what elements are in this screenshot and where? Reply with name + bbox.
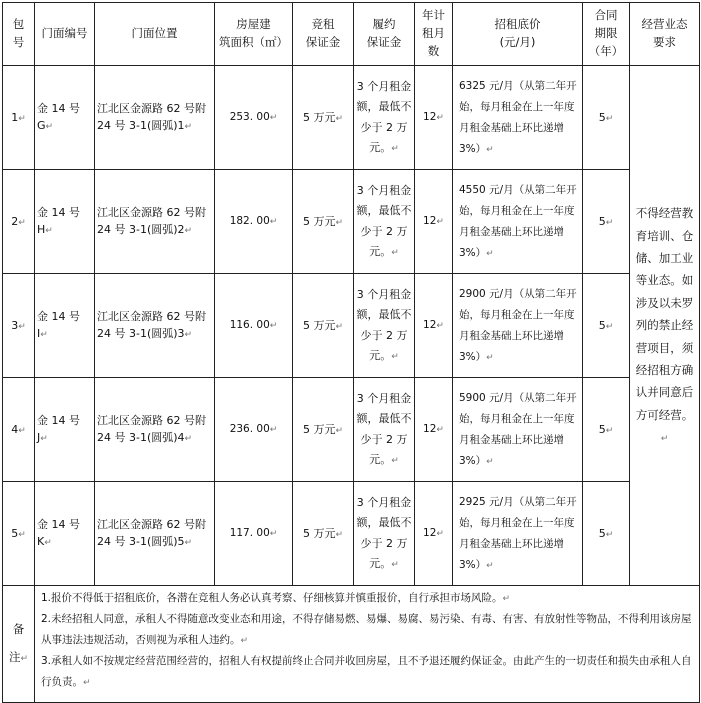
cell-zhao-zu-di-jia: 5900 元/月（从第二年开始，每月租金在上一年度月租金基础上环比递增 3%）↵ — [453, 378, 583, 482]
table-row — [3, 170, 700, 274]
note-item: 3.承租人如不按规定经营范围经营的，招租人有权提前终止合同并收回房屋，且不予退还履约保证金。由此产生的一切责任和损失由承租人自行负责。↵ — [41, 655, 692, 688]
table-row — [3, 66, 700, 170]
cell-nian-ji-zu-yue-shu: 12↵ — [415, 378, 453, 482]
cell-jing-zu-bao-zheng-jin: 5 万元↵ — [293, 378, 354, 482]
header-men-mian-wei-zhi: 门面位置 — [95, 3, 215, 66]
cell-men-mian-wei-zhi: 江北区金源路 62 号附 24 号 3-1(圆弧)1↵ — [95, 66, 215, 170]
notes-row — [3, 586, 700, 703]
notes-title: 备 注↵ — [3, 586, 35, 703]
rental-table — [2, 2, 700, 703]
header-row — [3, 3, 700, 66]
cell-men-mian-wei-zhi: 江北区金源路 62 号附 24 号 3-1(圆弧)2↵ — [95, 170, 215, 274]
cell-mian-ji: 236. 00↵ — [215, 378, 293, 482]
cell-zhao-zu-di-jia: 2925 元/月（从第二年开始，每月租金在上一年度月租金基础上环比递增 3%）↵ — [453, 482, 583, 586]
cell-zhao-zu-di-jia: 4550 元/月（从第二年开始，每月租金在上一年度月租金基础上环比递增 3%）↵ — [453, 170, 583, 274]
cell-jing-zu-bao-zheng-jin: 5 万元↵ — [293, 482, 354, 586]
cell-zhao-zu-di-jia: 6325 元/月（从第二年开始，每月租金在上一年度月租金基础上环比递增 3%）↵ — [453, 66, 583, 170]
cell-nian-ji-zu-yue-shu: 12↵ — [415, 170, 453, 274]
cell-men-mian-wei-zhi: 江北区金源路 62 号附 24 号 3-1(圆弧)5↵ — [95, 482, 215, 586]
header-he-tong-qi-xian: 合同 期限 （年） — [583, 3, 630, 66]
notes-content — [35, 586, 700, 703]
cell-lu-yue-bao-zheng-jin: 3 个月租金额，最低不少于 2 万元。↵ — [354, 378, 415, 482]
header-jing-ying-ye-tai: 经营业态 要求 — [630, 3, 700, 66]
cell-mian-ji: 253. 00↵ — [215, 66, 293, 170]
cell-men-mian-bian-hao: 金 14 号 I↵ — [35, 274, 95, 378]
cell-jing-zu-bao-zheng-jin: 5 万元↵ — [293, 66, 354, 170]
cell-nian-ji-zu-yue-shu: 12↵ — [415, 66, 453, 170]
header-men-mian-bian-hao: 门面编号 — [35, 3, 95, 66]
table-row — [3, 482, 700, 586]
cell-zhao-zu-di-jia: 2900 元/月（从第二年开始，每月租金在上一年度月租金基础上环比递增 3%）↵ — [453, 274, 583, 378]
cell-bao-hao: 3↵ — [3, 274, 35, 378]
cell-lu-yue-bao-zheng-jin: 3 个月租金额，最低不少于 2 万元。↵ — [354, 482, 415, 586]
cell-he-tong-qi-xian: 5↵ — [583, 274, 630, 378]
cell-he-tong-qi-xian: 5↵ — [583, 66, 630, 170]
cell-men-mian-bian-hao: 金 14 号 H↵ — [35, 170, 95, 274]
cell-men-mian-bian-hao: 金 14 号 G↵ — [35, 66, 95, 170]
header-mian-ji: 房屋建 筑面积（㎡） — [215, 3, 293, 66]
cell-jing-zu-bao-zheng-jin: 5 万元↵ — [293, 170, 354, 274]
cell-men-mian-wei-zhi: 江北区金源路 62 号附 24 号 3-1(圆弧)3↵ — [95, 274, 215, 378]
table-row — [3, 274, 700, 378]
cell-lu-yue-bao-zheng-jin: 3 个月租金额，最低不少于 2 万元。↵ — [354, 66, 415, 170]
cell-mian-ji: 182. 00↵ — [215, 170, 293, 274]
cell-men-mian-bian-hao: 金 14 号 J↵ — [35, 378, 95, 482]
header-jing-zu-bao-zheng-jin: 竞租 保证金 — [293, 3, 354, 66]
cell-men-mian-bian-hao: 金 14 号 K↵ — [35, 482, 95, 586]
cell-lu-yue-bao-zheng-jin: 3 个月租金额，最低不少于 2 万元。↵ — [354, 170, 415, 274]
table-row — [3, 378, 700, 482]
cell-jing-ying-ye-tai: 不得经营教育培训、仓储、加工业等业态。如涉及以未罗列的禁止经营项目，须经招租方确认并同意后方可经营。↵ — [630, 66, 700, 586]
note-item: 2.未经招租人同意，承租人不得随意改变业态和用途，不得存储易燃、易爆、易腐、易污染、有毒、有害、有放射性等物品，不得利用该房屋从事违法违规活动，否则视为承租人违约。↵ — [41, 613, 692, 646]
header-nian-ji-zu-yue-shu: 年计 租月 数 — [415, 3, 453, 66]
cell-bao-hao: 1↵ — [3, 66, 35, 170]
cell-men-mian-wei-zhi: 江北区金源路 62 号附 24 号 3-1(圆弧)4↵ — [95, 378, 215, 482]
note-item: 1.报价不得低于招租底价，各潜在竞租人务必认真考察、仔细核算并慎重报价，自行承担市场风险。↵ — [41, 592, 511, 604]
cell-nian-ji-zu-yue-shu: 12↵ — [415, 274, 453, 378]
cell-he-tong-qi-xian: 5↵ — [583, 170, 630, 274]
header-bao-hao: 包 号 — [3, 3, 35, 66]
cell-nian-ji-zu-yue-shu: 12↵ — [415, 482, 453, 586]
cell-mian-ji: 116. 00↵ — [215, 274, 293, 378]
cell-bao-hao: 2↵ — [3, 170, 35, 274]
cell-bao-hao: 5↵ — [3, 482, 35, 586]
cell-he-tong-qi-xian: 5↵ — [583, 378, 630, 482]
cell-mian-ji: 117. 00↵ — [215, 482, 293, 586]
cell-lu-yue-bao-zheng-jin: 3 个月租金额，最低不少于 2 万元。↵ — [354, 274, 415, 378]
cell-bao-hao: 4↵ — [3, 378, 35, 482]
cell-jing-zu-bao-zheng-jin: 5 万元↵ — [293, 274, 354, 378]
cell-he-tong-qi-xian: 5↵ — [583, 482, 630, 586]
header-zhao-zu-di-jia: 招租底价 (元/月) — [453, 3, 583, 66]
header-lu-yue-bao-zheng-jin: 履约 保证金 — [354, 3, 415, 66]
